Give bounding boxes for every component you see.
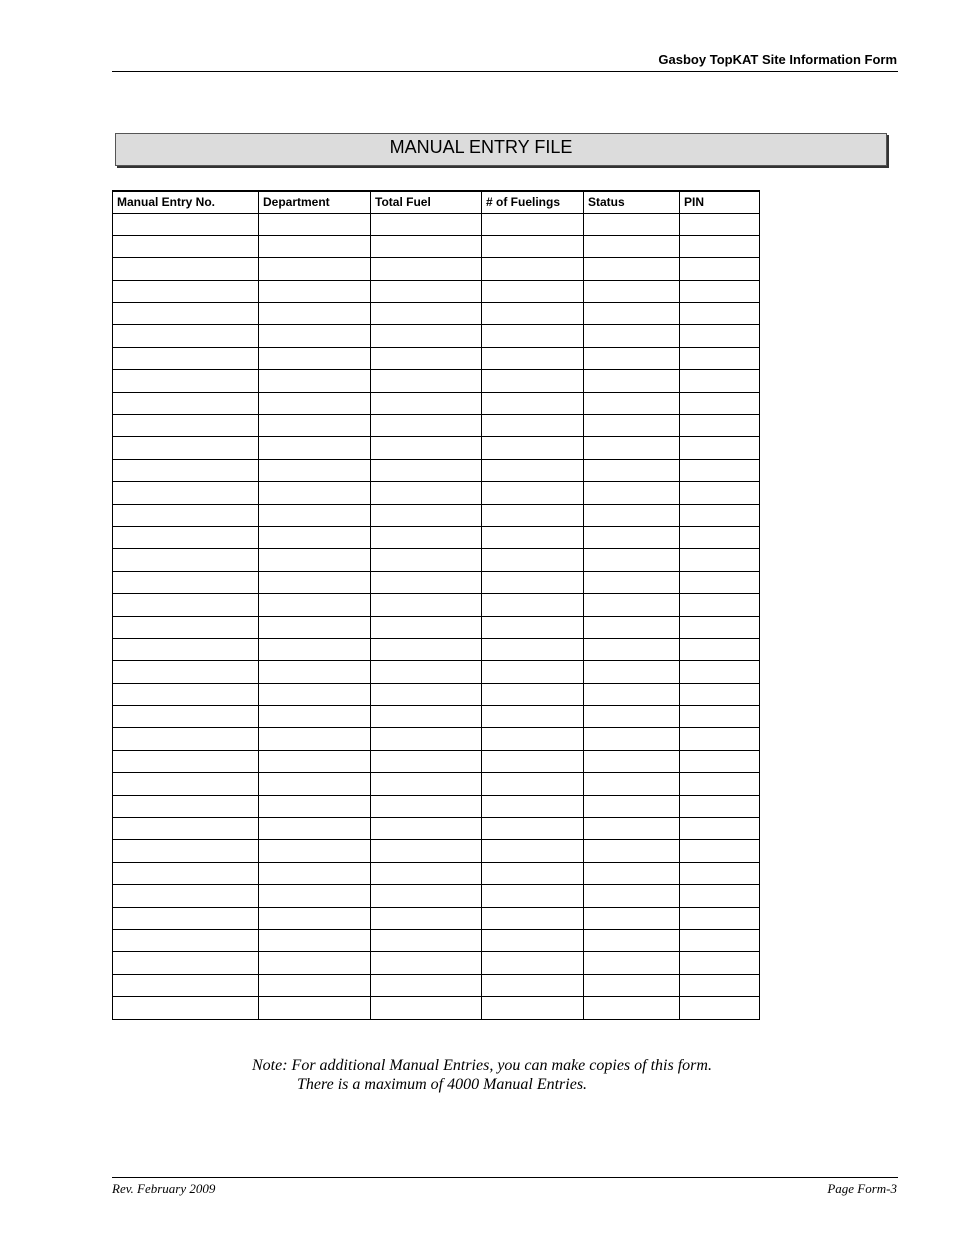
pin-cell[interactable] (680, 459, 760, 481)
table-row (113, 549, 760, 571)
department-cell[interactable] (259, 907, 371, 929)
pin-cell[interactable] (680, 347, 760, 369)
manual-entry-no-cell[interactable] (113, 885, 259, 907)
department-cell[interactable] (259, 997, 371, 1019)
total-fuel-cell[interactable] (371, 280, 482, 302)
fuelings-cell[interactable] (482, 482, 584, 504)
manual-entry-no-cell[interactable] (113, 325, 259, 347)
fuelings-cell[interactable] (482, 347, 584, 369)
department-cell[interactable] (259, 437, 371, 459)
department-cell[interactable] (259, 974, 371, 996)
fuelings-cell[interactable] (482, 683, 584, 705)
table-row (113, 706, 760, 728)
total-fuel-cell[interactable] (371, 706, 482, 728)
pin-cell[interactable] (680, 303, 760, 325)
total-fuel-cell[interactable] (371, 415, 482, 437)
fuelings-cell[interactable] (482, 795, 584, 817)
total-fuel-cell[interactable] (371, 907, 482, 929)
status-cell[interactable] (584, 347, 680, 369)
department-cell[interactable] (259, 504, 371, 526)
status-cell[interactable] (584, 885, 680, 907)
pin-cell[interactable] (680, 616, 760, 638)
total-fuel-cell[interactable] (371, 885, 482, 907)
fuelings-cell[interactable] (482, 437, 584, 459)
status-cell[interactable] (584, 459, 680, 481)
table-row (113, 437, 760, 459)
total-fuel-cell[interactable] (371, 303, 482, 325)
department-cell[interactable] (259, 818, 371, 840)
fuelings-cell[interactable] (482, 571, 584, 593)
footer-divider (112, 1177, 898, 1178)
table-row (113, 325, 760, 347)
pin-cell[interactable] (680, 974, 760, 996)
fuelings-cell[interactable] (482, 706, 584, 728)
department-cell[interactable] (259, 885, 371, 907)
pin-cell[interactable] (680, 907, 760, 929)
pin-cell[interactable] (680, 594, 760, 616)
status-cell[interactable] (584, 862, 680, 884)
note (252, 1056, 712, 1094)
table-row (113, 482, 760, 504)
fuelings-cell[interactable] (482, 526, 584, 548)
pin-cell[interactable] (680, 280, 760, 302)
pin-cell[interactable] (680, 930, 760, 952)
total-fuel-cell[interactable] (371, 459, 482, 481)
table-row (113, 504, 760, 526)
header-divider (112, 71, 898, 72)
total-fuel-cell[interactable] (371, 862, 482, 884)
pin-cell[interactable] (680, 952, 760, 974)
manual-entry-no-cell[interactable] (113, 280, 259, 302)
manual-entry-no-cell[interactable] (113, 907, 259, 929)
table-row (113, 303, 760, 325)
fuelings-cell[interactable] (482, 773, 584, 795)
fuelings-cell[interactable] (482, 661, 584, 683)
status-cell[interactable] (584, 840, 680, 862)
pin-cell[interactable] (680, 370, 760, 392)
table-row (113, 795, 760, 817)
status-cell[interactable] (584, 930, 680, 952)
fuelings-cell[interactable] (482, 392, 584, 414)
status-cell[interactable] (584, 795, 680, 817)
fuelings-cell[interactable] (482, 303, 584, 325)
manual-entry-no-cell[interactable] (113, 683, 259, 705)
manual-entry-no-cell[interactable] (113, 638, 259, 660)
status-cell[interactable] (584, 974, 680, 996)
manual-entry-no-cell[interactable] (113, 482, 259, 504)
status-cell[interactable] (584, 415, 680, 437)
fuelings-cell[interactable] (482, 504, 584, 526)
table-row (113, 392, 760, 414)
total-fuel-cell[interactable] (371, 482, 482, 504)
manual-entry-no-cell[interactable] (113, 549, 259, 571)
status-cell[interactable] (584, 482, 680, 504)
page-number: Page Form-3 (827, 1181, 897, 1196)
table-row (113, 728, 760, 750)
fuelings-cell[interactable] (482, 415, 584, 437)
fuelings-cell[interactable] (482, 594, 584, 616)
status-cell[interactable] (584, 258, 680, 280)
manual-entry-no-cell[interactable] (113, 728, 259, 750)
manual-entry-table (112, 190, 760, 1020)
form-title: Gasboy TopKAT Site Information Form (658, 52, 897, 67)
total-fuel-cell[interactable] (371, 616, 482, 638)
fuelings-cell[interactable] (482, 549, 584, 571)
table-row (113, 862, 760, 884)
department-cell[interactable] (259, 482, 371, 504)
status-cell[interactable] (584, 370, 680, 392)
table-header-row (113, 191, 760, 213)
pin-cell[interactable] (680, 862, 760, 884)
manual-entry-no-cell[interactable] (113, 594, 259, 616)
pin-cell[interactable] (680, 549, 760, 571)
table-row (113, 974, 760, 996)
status-cell[interactable] (584, 750, 680, 772)
table-row (113, 347, 760, 369)
total-fuel-cell[interactable] (371, 818, 482, 840)
table-row (113, 415, 760, 437)
department-cell[interactable] (259, 683, 371, 705)
table-row (113, 930, 760, 952)
total-fuel-cell[interactable] (371, 840, 482, 862)
total-fuel-cell[interactable] (371, 213, 482, 235)
department-cell[interactable] (259, 459, 371, 481)
column-header-status: Status (584, 191, 680, 213)
total-fuel-cell[interactable] (371, 504, 482, 526)
total-fuel-cell[interactable] (371, 773, 482, 795)
total-fuel-cell[interactable] (371, 571, 482, 593)
department-cell[interactable] (259, 750, 371, 772)
note-line-1: Note: For additional Manual Entries, you can make copies of this form. (252, 1057, 712, 1074)
fuelings-cell[interactable] (482, 750, 584, 772)
manual-entry-no-cell[interactable] (113, 616, 259, 638)
pin-cell[interactable] (680, 392, 760, 414)
manual-entry-no-cell[interactable] (113, 459, 259, 481)
total-fuel-cell[interactable] (371, 437, 482, 459)
pin-cell[interactable] (680, 526, 760, 548)
table-row (113, 840, 760, 862)
manual-entry-no-cell[interactable] (113, 526, 259, 548)
table-row (113, 750, 760, 772)
fuelings-cell[interactable] (482, 459, 584, 481)
pin-cell[interactable] (680, 795, 760, 817)
manual-entry-no-cell[interactable] (113, 997, 259, 1019)
total-fuel-cell[interactable] (371, 997, 482, 1019)
table-row (113, 526, 760, 548)
status-cell[interactable] (584, 325, 680, 347)
manual-entry-no-cell[interactable] (113, 862, 259, 884)
manual-entry-no-cell[interactable] (113, 818, 259, 840)
fuelings-cell[interactable] (482, 907, 584, 929)
status-cell[interactable] (584, 549, 680, 571)
status-cell[interactable] (584, 661, 680, 683)
department-cell[interactable] (259, 258, 371, 280)
total-fuel-cell[interactable] (371, 235, 482, 257)
table-row (113, 773, 760, 795)
column-header-department: Department (259, 191, 371, 213)
status-cell[interactable] (584, 235, 680, 257)
section-banner (115, 133, 887, 166)
fuelings-cell[interactable] (482, 997, 584, 1019)
column-header-fuelings: # of Fuelings (482, 191, 584, 213)
pin-cell[interactable] (680, 235, 760, 257)
pin-cell[interactable] (680, 818, 760, 840)
column-header-total-fuel: Total Fuel (371, 191, 482, 213)
fuelings-cell[interactable] (482, 213, 584, 235)
status-cell[interactable] (584, 616, 680, 638)
fuelings-cell[interactable] (482, 280, 584, 302)
department-cell[interactable] (259, 303, 371, 325)
manual-entry-no-cell[interactable] (113, 370, 259, 392)
fuelings-cell[interactable] (482, 235, 584, 257)
note-line-2: There is a maximum of 4000 Manual Entries. (297, 1076, 588, 1093)
status-cell[interactable] (584, 638, 680, 660)
pin-cell[interactable] (680, 482, 760, 504)
fuelings-cell[interactable] (482, 370, 584, 392)
pin-cell[interactable] (680, 706, 760, 728)
total-fuel-cell[interactable] (371, 370, 482, 392)
department-cell[interactable] (259, 706, 371, 728)
pin-cell[interactable] (680, 997, 760, 1019)
department-cell[interactable] (259, 415, 371, 437)
total-fuel-cell[interactable] (371, 661, 482, 683)
table-row (113, 885, 760, 907)
department-cell[interactable] (259, 638, 371, 660)
status-cell[interactable] (584, 818, 680, 840)
total-fuel-cell[interactable] (371, 952, 482, 974)
total-fuel-cell[interactable] (371, 549, 482, 571)
table-row (113, 683, 760, 705)
status-cell[interactable] (584, 594, 680, 616)
pin-cell[interactable] (680, 773, 760, 795)
department-cell[interactable] (259, 952, 371, 974)
fuelings-cell[interactable] (482, 930, 584, 952)
pin-cell[interactable] (680, 885, 760, 907)
status-cell[interactable] (584, 303, 680, 325)
status-cell[interactable] (584, 571, 680, 593)
total-fuel-cell[interactable] (371, 347, 482, 369)
manual-entry-no-cell[interactable] (113, 952, 259, 974)
fuelings-cell[interactable] (482, 258, 584, 280)
pin-cell[interactable] (680, 840, 760, 862)
department-cell[interactable] (259, 370, 371, 392)
department-cell[interactable] (259, 571, 371, 593)
department-cell[interactable] (259, 392, 371, 414)
table-row (113, 907, 760, 929)
department-cell[interactable] (259, 213, 371, 235)
total-fuel-cell[interactable] (371, 930, 482, 952)
table-row (113, 594, 760, 616)
manual-entry-no-cell[interactable] (113, 795, 259, 817)
table-row (113, 952, 760, 974)
manual-entry-no-cell[interactable] (113, 258, 259, 280)
total-fuel-cell[interactable] (371, 683, 482, 705)
table-row (113, 280, 760, 302)
table-row (113, 661, 760, 683)
manual-entry-no-cell[interactable] (113, 213, 259, 235)
pin-cell[interactable] (680, 415, 760, 437)
pin-cell[interactable] (680, 504, 760, 526)
pin-cell[interactable] (680, 213, 760, 235)
total-fuel-cell[interactable] (371, 750, 482, 772)
pin-cell[interactable] (680, 683, 760, 705)
pin-cell[interactable] (680, 571, 760, 593)
manual-entry-no-cell[interactable] (113, 661, 259, 683)
manual-entry-no-cell[interactable] (113, 347, 259, 369)
table-row (113, 818, 760, 840)
status-cell[interactable] (584, 504, 680, 526)
pin-cell[interactable] (680, 728, 760, 750)
manual-entry-no-cell[interactable] (113, 571, 259, 593)
department-cell[interactable] (259, 840, 371, 862)
total-fuel-cell[interactable] (371, 638, 482, 660)
total-fuel-cell[interactable] (371, 392, 482, 414)
manual-entry-no-cell[interactable] (113, 974, 259, 996)
column-header-pin: PIN (680, 191, 760, 213)
manual-entry-no-cell[interactable] (113, 706, 259, 728)
total-fuel-cell[interactable] (371, 258, 482, 280)
manual-entry-no-cell[interactable] (113, 504, 259, 526)
status-cell[interactable] (584, 997, 680, 1019)
pin-cell[interactable] (680, 661, 760, 683)
status-cell[interactable] (584, 213, 680, 235)
fuelings-cell[interactable] (482, 728, 584, 750)
status-cell[interactable] (584, 952, 680, 974)
pin-cell[interactable] (680, 258, 760, 280)
fuelings-cell[interactable] (482, 325, 584, 347)
table-row (113, 235, 760, 257)
table-row (113, 213, 760, 235)
fuelings-cell[interactable] (482, 952, 584, 974)
manual-entry-no-cell[interactable] (113, 415, 259, 437)
manual-entry-no-cell[interactable] (113, 773, 259, 795)
pin-cell[interactable] (680, 750, 760, 772)
fuelings-cell[interactable] (482, 862, 584, 884)
manual-entry-no-cell[interactable] (113, 392, 259, 414)
fuelings-cell[interactable] (482, 885, 584, 907)
total-fuel-cell[interactable] (371, 526, 482, 548)
department-cell[interactable] (259, 795, 371, 817)
status-cell[interactable] (584, 683, 680, 705)
department-cell[interactable] (259, 325, 371, 347)
pin-cell[interactable] (680, 325, 760, 347)
status-cell[interactable] (584, 392, 680, 414)
manual-entry-no-cell[interactable] (113, 930, 259, 952)
section-title: MANUAL ENTRY FILE (389, 137, 573, 157)
status-cell[interactable] (584, 728, 680, 750)
department-cell[interactable] (259, 347, 371, 369)
manual-entry-no-cell[interactable] (113, 437, 259, 459)
manual-entry-no-cell[interactable] (113, 840, 259, 862)
table-row (113, 638, 760, 660)
status-cell[interactable] (584, 526, 680, 548)
column-header-manual-entry-no: Manual Entry No. (113, 191, 259, 213)
table-row (113, 459, 760, 481)
manual-entry-no-cell[interactable] (113, 235, 259, 257)
manual-entry-no-cell[interactable] (113, 303, 259, 325)
status-cell[interactable] (584, 773, 680, 795)
department-cell[interactable] (259, 728, 371, 750)
total-fuel-cell[interactable] (371, 728, 482, 750)
fuelings-cell[interactable] (482, 616, 584, 638)
table-row (113, 571, 760, 593)
department-cell[interactable] (259, 235, 371, 257)
table-row (113, 997, 760, 1019)
total-fuel-cell[interactable] (371, 594, 482, 616)
department-cell[interactable] (259, 773, 371, 795)
department-cell[interactable] (259, 594, 371, 616)
department-cell[interactable] (259, 549, 371, 571)
total-fuel-cell[interactable] (371, 795, 482, 817)
department-cell[interactable] (259, 526, 371, 548)
revision-date: Rev. February 2009 (112, 1181, 216, 1196)
department-cell[interactable] (259, 280, 371, 302)
department-cell[interactable] (259, 616, 371, 638)
status-cell[interactable] (584, 706, 680, 728)
department-cell[interactable] (259, 661, 371, 683)
fuelings-cell[interactable] (482, 638, 584, 660)
department-cell[interactable] (259, 862, 371, 884)
pin-cell[interactable] (680, 437, 760, 459)
fuelings-cell[interactable] (482, 840, 584, 862)
fuelings-cell[interactable] (482, 974, 584, 996)
table-row (113, 258, 760, 280)
status-cell[interactable] (584, 437, 680, 459)
table-row (113, 370, 760, 392)
total-fuel-cell[interactable] (371, 325, 482, 347)
fuelings-cell[interactable] (482, 818, 584, 840)
table-body (113, 213, 760, 1019)
department-cell[interactable] (259, 930, 371, 952)
total-fuel-cell[interactable] (371, 974, 482, 996)
status-cell[interactable] (584, 280, 680, 302)
status-cell[interactable] (584, 907, 680, 929)
manual-entry-no-cell[interactable] (113, 750, 259, 772)
table-row (113, 616, 760, 638)
pin-cell[interactable] (680, 638, 760, 660)
